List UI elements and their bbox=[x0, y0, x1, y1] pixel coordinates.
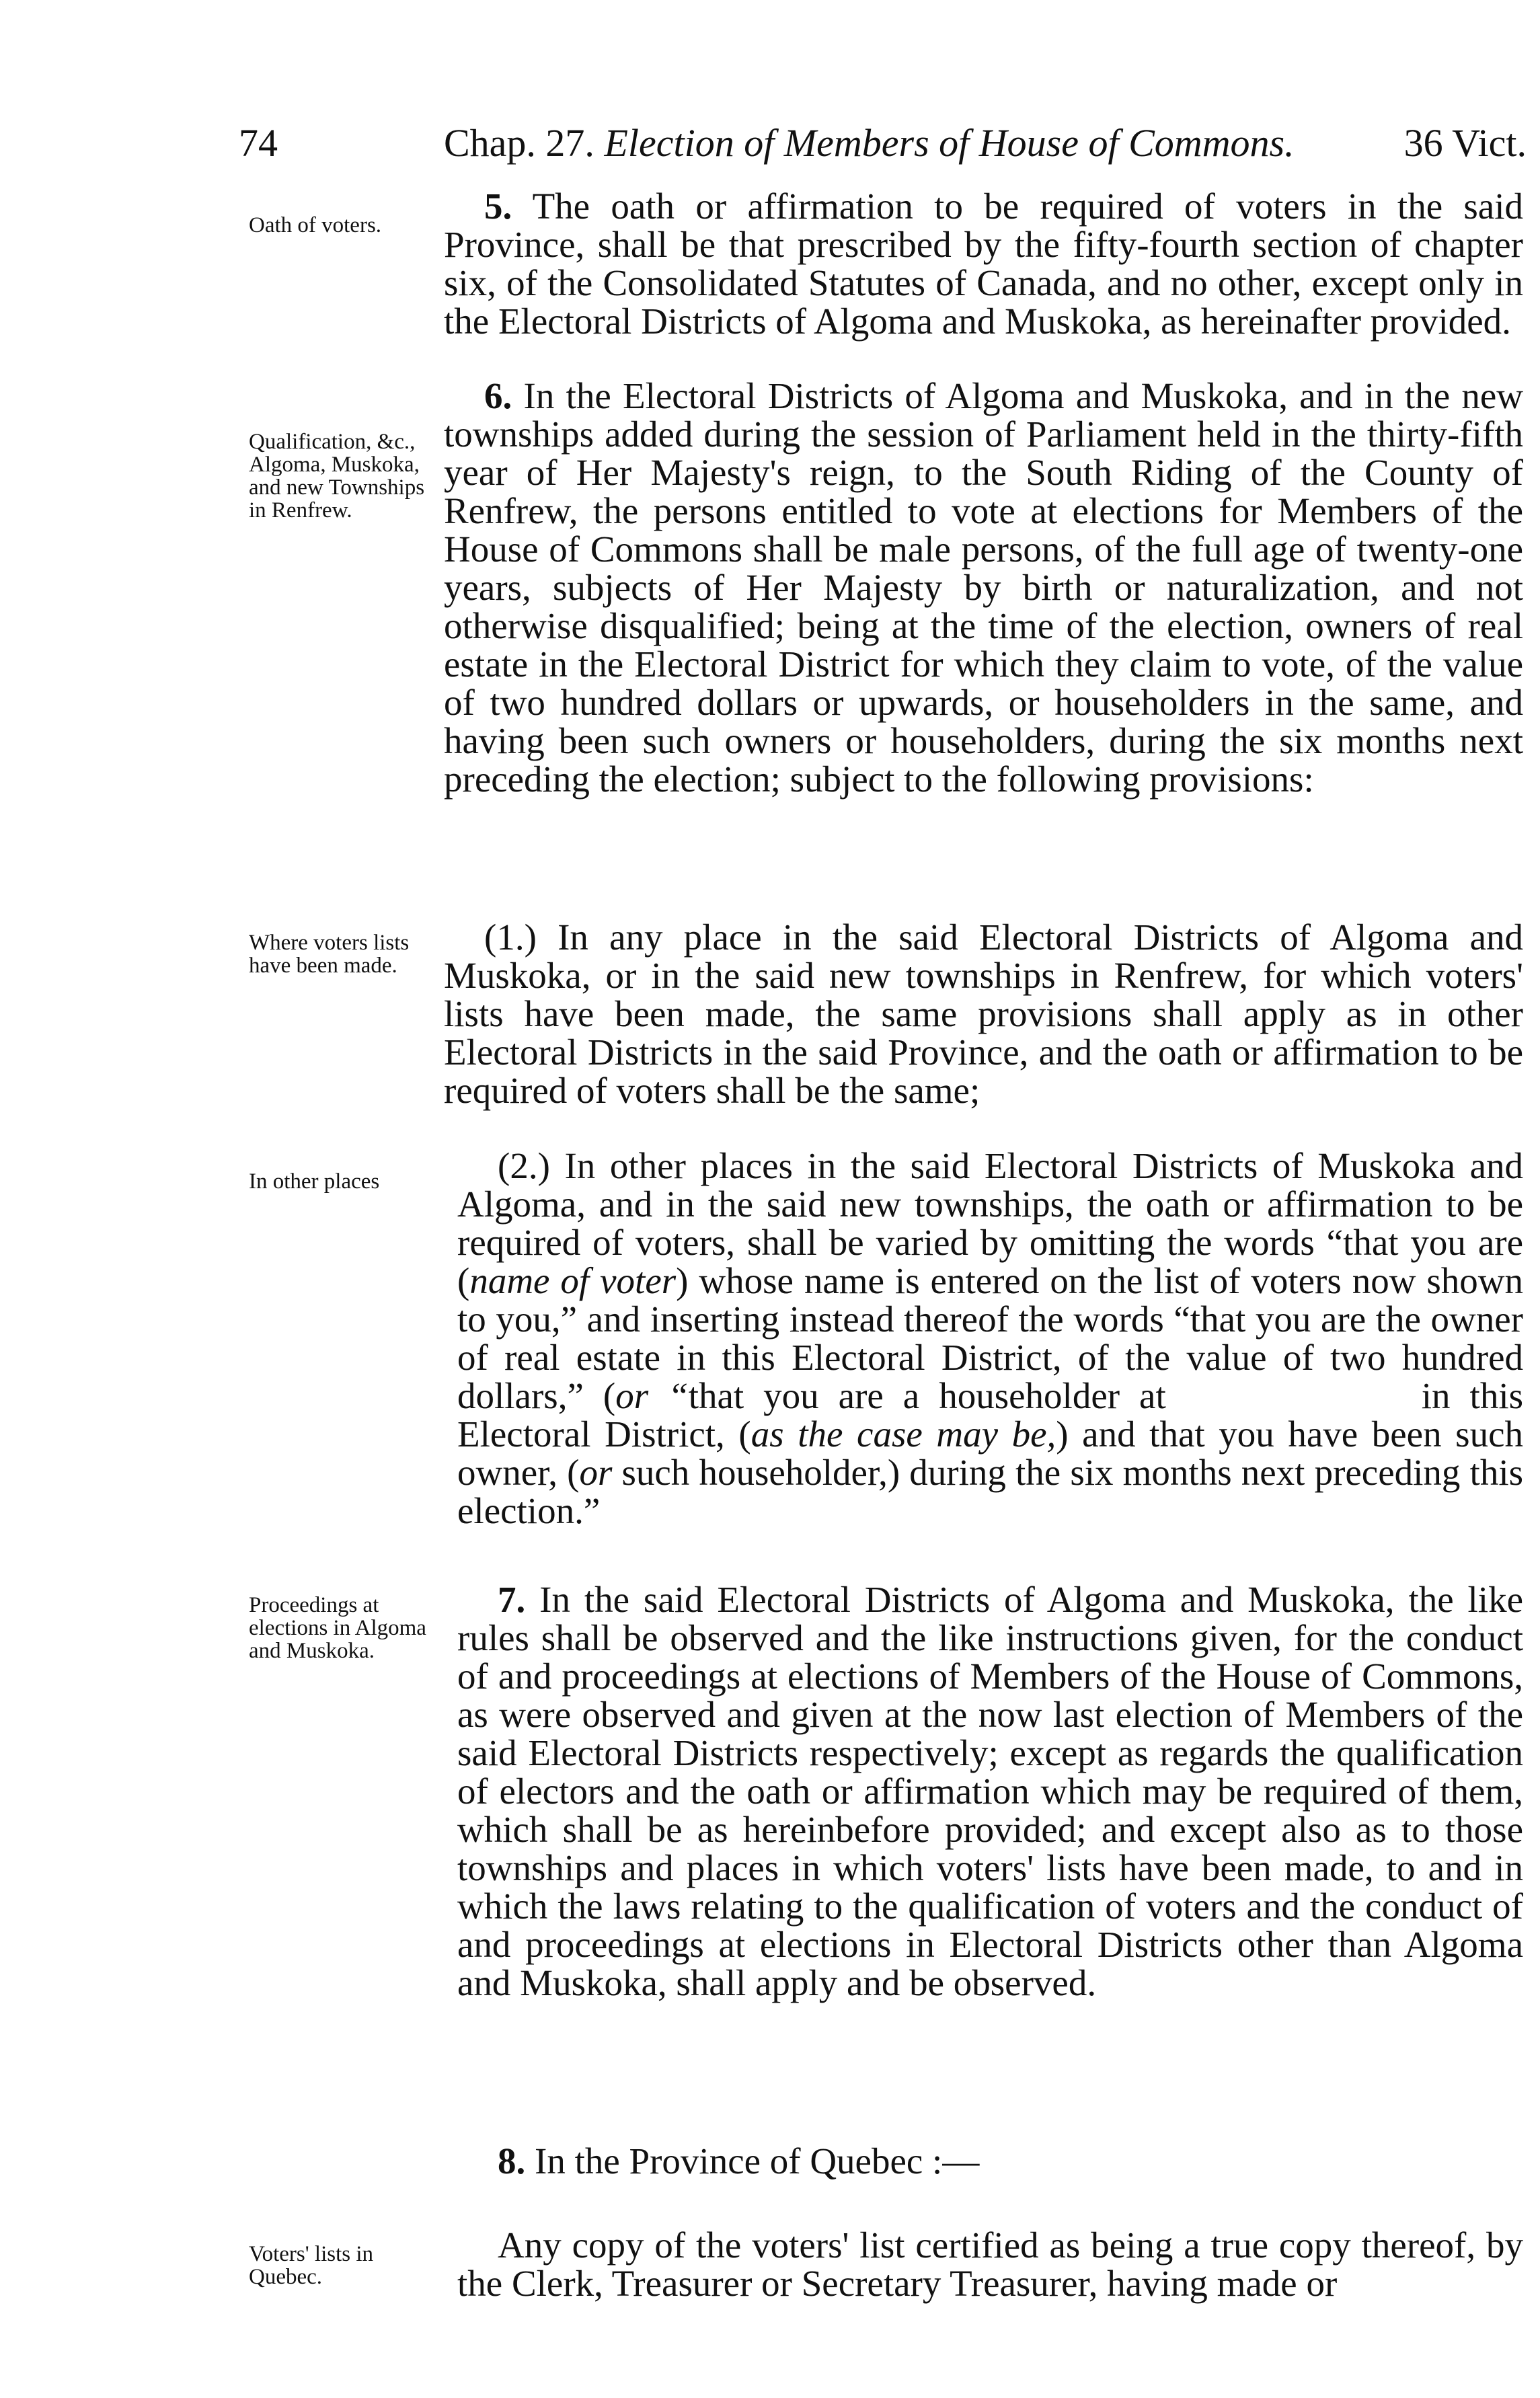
section-6 bbox=[444, 377, 1523, 798]
section-number: 8. bbox=[498, 2140, 526, 2181]
subsection-text-italic: as the case may be, bbox=[750, 1414, 1056, 1455]
section-5 bbox=[444, 187, 1523, 340]
section-text: In the Province of Quebec :— bbox=[535, 2140, 980, 2181]
subsection-text-italic: or bbox=[579, 1452, 613, 1493]
margin-note-proceedings: Proceedings at elections in Algoma and Muskoka. bbox=[249, 1593, 426, 1663]
margin-note-other-places: In other places bbox=[249, 1169, 380, 1194]
section-8-paragraph bbox=[457, 2226, 1523, 2303]
section-number: 7. bbox=[498, 1579, 526, 1620]
subsection-text-part: that you are a householder at bbox=[688, 1375, 1166, 1416]
chapter-label: Chap. 27. bbox=[444, 121, 594, 165]
section-text: In the Electoral Districts of Algoma and Muskoka, and in the new townships added during the session of Parliament held in the thirty-fifth year of Her Majesty's reign, to the South Riding of the County of Renfrew, the persons entitled to vote at elections for Members of the House of Commons shall be male persons, of the full age of twenty-one years, subjects of Her Majesty by birth or naturalization, and not otherwise disqualified; being at the time of the election, owners of real estate in the Electoral District for which they claim to vote, of the value of two hundred dollars or upwards, or householders in the same, and having been such owners or householders, during the six months next preceding the election; subject to the following provisions: bbox=[444, 375, 1523, 800]
running-header bbox=[239, 113, 1527, 173]
section-7 bbox=[457, 1580, 1523, 2002]
page-number: 74 bbox=[239, 121, 278, 165]
section-number: 6. bbox=[484, 375, 512, 416]
subsection-text-part: such householder,) during the six months next preceding this election.” bbox=[457, 1452, 1523, 1531]
subsection-text-part: ) whose name is entered on the list of voters now shown to you,” and inserting instead thereof the words “that you are the owner of real estate in this Electoral District, of the value of two hundred dollars,” ( bbox=[457, 1260, 1523, 1416]
subsection-number: (2.) bbox=[498, 1145, 550, 1186]
subsection-6-2 bbox=[457, 1147, 1523, 1530]
margin-note-qualification: Qualification, &c., Algoma, Muskoka, and new Townships in Renfrew. bbox=[249, 430, 425, 523]
subsection-number: (1.) bbox=[484, 917, 537, 958]
section-number: 5. bbox=[484, 186, 512, 227]
act-title: Election of Members of House of Commons. bbox=[604, 121, 1295, 165]
section-text: Any copy of the voters' list certified as being a true copy thereof, by the Clerk, Treasurer or Secretary Treasurer, having made or bbox=[457, 2225, 1523, 2304]
subsection-text: In any place in the said Electoral Districts of Algoma and Muskoka, or in the said new townships in Renfrew, for which voters' lists have been made, the same provisions shall apply as in other Electoral Districts in the said Province, and the oath or affirmation to be required of voters shall be the same; bbox=[444, 917, 1524, 1111]
subsection-text-part: in this Electoral District, ( bbox=[457, 1375, 1523, 1455]
subsection-text-part: In other places in the said Electoral Districts of Muskoka and Algoma, and in the said new townships, the oath or affirmation to be required of voters, shall be varied by omitting the words “that you are ( bbox=[457, 1145, 1524, 1301]
subsection-text-italic: name of voter bbox=[469, 1260, 677, 1301]
subsection-text-italic: or “ bbox=[615, 1375, 689, 1416]
section-text: In the said Electoral Districts of Algoma and Muskoka, the like rules shall be observed and the like instructions given, for the conduct of and proceedings at elections of Members of the House of Commons, as were observed and given at the now last election of Members of the said Electoral Districts respectively; except as regards the qualification of electors and the oath or affirmation which may be required of them, which shall be as hereinbefore provided; and except also as to those townships and places in which voters' lists have been made, to and in which the laws relating to the qualification of voters and the conduct of and proceedings at elections in Electoral Districts other than Algoma and Muskoka, shall apply and be observed. bbox=[457, 1579, 1523, 2003]
margin-note-voters-lists-quebec: Voters' lists in Quebec. bbox=[249, 2242, 374, 2289]
section-text: The oath or affirmation to be required of voters in the said Province, shall be that prescribed by the fifty-fourth section of chapter six, of the Consolidated Statutes of Canada, and no other, except only in the Electoral Districts of Algoma and Muskoka, as hereinafter provided. bbox=[444, 186, 1523, 342]
margin-note-oath-of-voters: Oath of voters. bbox=[249, 213, 382, 237]
margin-note-voters-lists-made: Where voters lists have been made. bbox=[249, 931, 410, 978]
subsection-6-1 bbox=[444, 918, 1523, 1110]
running-title bbox=[444, 113, 1295, 173]
section-8 bbox=[457, 2142, 1523, 2180]
subsection-text-part: ) and that you have been such owner, ( bbox=[457, 1414, 1523, 1493]
regnal-year: 36 Vict. bbox=[1403, 121, 1527, 165]
